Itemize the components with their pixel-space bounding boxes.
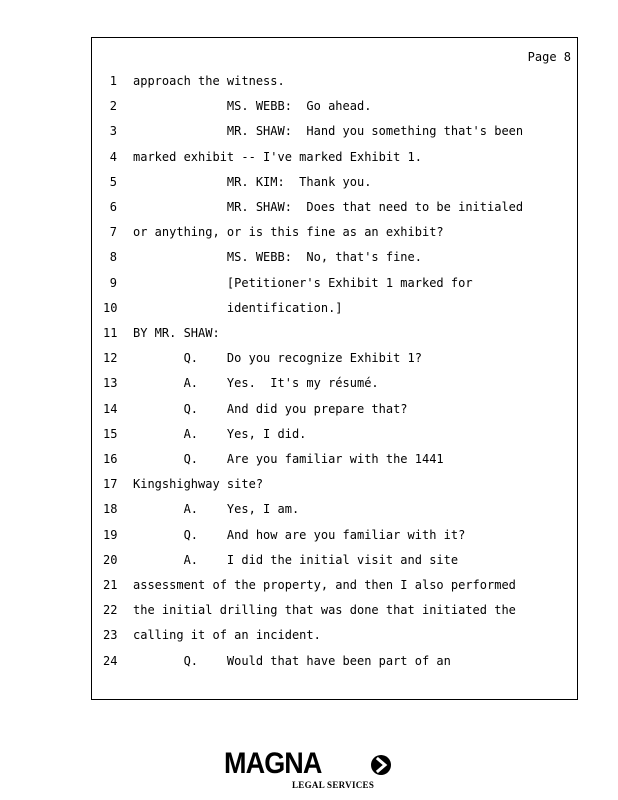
page-number: Page 8: [527, 50, 571, 64]
line-text: Q. And how are you familiar with it?: [133, 527, 466, 542]
transcript-line: [92, 553, 577, 578]
line-text: [Petitioner's Exhibit 1 marked for: [133, 275, 473, 290]
line-text: MR. SHAW: Hand you something that's been: [133, 124, 524, 139]
line-number: 4: [109, 149, 117, 164]
line-number: 12: [103, 351, 118, 366]
transcript-line: [92, 502, 577, 527]
line-text: marked exhibit -- I've marked Exhibit 1.: [133, 149, 422, 164]
line-text: A. I did the initial visit and site: [133, 552, 459, 567]
line-number: 14: [103, 401, 118, 416]
transcript-line: [92, 603, 577, 628]
transcript-line: [92, 74, 577, 99]
line-number: 23: [103, 628, 118, 643]
line-number: 3: [109, 124, 117, 139]
line-text: identification.]: [133, 300, 343, 315]
line-text: BY MR. SHAW:: [133, 326, 220, 340]
chevron-right-icon: [370, 754, 392, 776]
line-text: calling it of an incident.: [133, 628, 321, 643]
line-number: 19: [103, 527, 118, 542]
line-number: 2: [109, 99, 117, 114]
transcript-line: [92, 225, 577, 250]
transcript-line: [92, 276, 577, 301]
line-number: 11: [103, 326, 118, 340]
line-text: Q. Would that have been part of an: [133, 653, 451, 668]
line-number: 18: [103, 502, 118, 517]
transcript-line: [92, 427, 577, 452]
line-text: the initial drilling that was done that initiated the: [133, 603, 516, 618]
line-text: A. Yes, I did.: [133, 426, 307, 441]
transcript-line: [92, 99, 577, 124]
transcript-line: [92, 452, 577, 477]
line-text: MR. SHAW: Does that need to be initialed: [133, 200, 524, 214]
line-text: Q. Do you recognize Exhibit 1?: [133, 351, 422, 366]
line-number: 13: [103, 376, 118, 391]
transcript-line: [92, 376, 577, 401]
transcript-line: [92, 654, 577, 679]
line-number: 10: [103, 300, 118, 315]
transcript-line: [92, 477, 577, 502]
line-text: or anything, or is this fine as an exhibit?: [133, 225, 444, 240]
transcript-page: [91, 37, 578, 700]
line-text: MS. WEBB: No, that's fine.: [133, 250, 422, 265]
line-number: 1: [109, 74, 117, 88]
transcript-line: [92, 175, 577, 200]
transcript-line: [92, 628, 577, 653]
transcript-line: [92, 402, 577, 427]
line-text: Q. Are you familiar with the 1441: [133, 452, 444, 466]
transcript-line: [92, 578, 577, 603]
transcript-line: [92, 528, 577, 553]
line-text: A. Yes, I am.: [133, 502, 300, 517]
line-number: 22: [103, 603, 118, 618]
transcript-line: [92, 301, 577, 326]
line-number: 8: [109, 250, 117, 265]
magna-logo: [224, 748, 394, 792]
line-number: 16: [103, 452, 118, 466]
transcript-line: [92, 326, 577, 351]
line-number: 20: [103, 552, 118, 567]
line-text: Q. And did you prepare that?: [133, 401, 408, 416]
line-number: 5: [109, 174, 117, 189]
line-number: 6: [109, 200, 117, 214]
line-number: 24: [103, 653, 118, 668]
line-number: 9: [109, 275, 117, 290]
line-text: Kingshighway site?: [133, 477, 264, 492]
logo-subtitle: LEGAL SERVICES: [292, 780, 375, 790]
line-text: MS. WEBB: Go ahead.: [133, 99, 372, 114]
transcript-line: [92, 124, 577, 149]
logo-wordmark: MAGNA: [224, 747, 322, 780]
transcript-line: [92, 200, 577, 225]
line-text: MR. KIM: Thank you.: [133, 174, 372, 189]
line-number: 7: [109, 225, 117, 240]
transcript-line: [92, 150, 577, 175]
line-text: A. Yes. It's my résumé.: [133, 376, 379, 391]
line-number: 21: [103, 578, 118, 592]
line-number: 17: [103, 477, 118, 492]
transcript-line: [92, 250, 577, 275]
line-text: approach the witness.: [133, 74, 285, 88]
line-text: assessment of the property, and then I also performed: [133, 578, 516, 592]
transcript-line: [92, 351, 577, 376]
line-number: 15: [103, 426, 118, 441]
